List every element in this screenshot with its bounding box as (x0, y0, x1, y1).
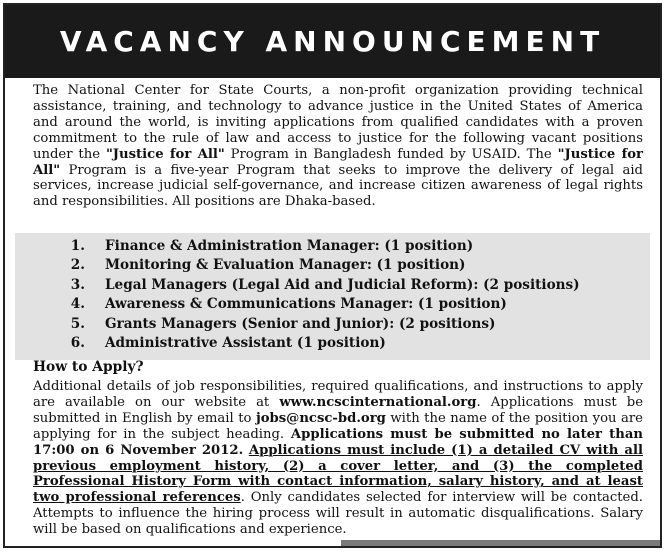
how-text-3: with the name of the position you are applying for in the subject heading. (33, 410, 643, 442)
position-title: Administrative Assistant (1 position) (105, 335, 386, 352)
program-name: "Justice for All" (105, 146, 225, 162)
intro-text-3: Program is a five-year Program that seeks to improve the delivery of legal aid services, increase judicial self-governance, and increase citizen awareness of legal rights and responsibilities. All positions are Dhaka-based. (33, 162, 643, 210)
email-link[interactable]: jobs@ncsc-bd.org (255, 410, 386, 426)
list-item (15, 276, 650, 295)
position-title: Legal Managers (Legal Aid and Judicial Reform): (2 positions) (105, 276, 580, 293)
header-banner (5, 5, 660, 78)
vacancy-announcement (3, 3, 662, 548)
program-name: "Justice for All" (33, 146, 643, 178)
position-title: Grants Managers (Senior and Junior): (2 positions) (105, 315, 496, 332)
position-number: 1. (70, 238, 85, 254)
page-title: VACANCY ANNOUNCEMENT (59, 25, 606, 58)
deadline-text: Applications must be submitted no later than 17:00 on 6 November 2012. (33, 426, 643, 458)
intro-text-2: Program in Bangladesh funded by USAID. The (224, 146, 558, 162)
position-title: Finance & Administration Manager: (1 position) (105, 238, 474, 254)
website-link[interactable]: www.ncscinternational.org (279, 394, 477, 410)
position-title: Monitoring & Evaluation Manager: (1 position) (105, 257, 466, 274)
position-number: 4. (70, 296, 85, 313)
position-number: 5. (70, 315, 85, 332)
how-to-apply-paragraph (33, 379, 643, 538)
list-item (15, 334, 650, 353)
how-text-1: Additional details of job responsibilities, required qualifications, and instructions to apply are available on our website at (33, 379, 643, 410)
bottom-shade-bar (341, 540, 660, 546)
requirements-text: Applications must include (1) a detailed CV with all previous employment history, (2) a cover letter, and (3) the completed Professional History Form with contact information, salary history, and at least two professional references (33, 442, 643, 506)
position-number: 2. (70, 257, 85, 274)
list-item (15, 295, 650, 314)
intro-paragraph (33, 83, 643, 210)
positions-list (15, 233, 650, 360)
how-text-2: . Applications must be submitted in English by email to (33, 394, 644, 426)
how-text-5: . Only candidates selected for interview will be contacted. Attempts to influence the hiring process will result in automatic disqualifications. Salary will be based on qualifications and experience. (33, 490, 643, 538)
how-to-apply-heading: How to Apply? (33, 359, 144, 375)
position-number: 3. (70, 276, 85, 293)
intro-text-1: The National Center for State Courts, a non-profit organization providing technical assistance, training, and technology to advance justice in the United States of America and around the world, is inviting applications from qualified candidates with a proven commitment to the rule of law and access to justice for the following vacant positions under the (33, 83, 643, 162)
list-item (15, 256, 650, 275)
position-title: Awareness & Communications Manager: (1 position) (105, 296, 507, 313)
list-item (15, 315, 650, 334)
position-number: 6. (70, 335, 85, 352)
list-item (15, 237, 650, 256)
